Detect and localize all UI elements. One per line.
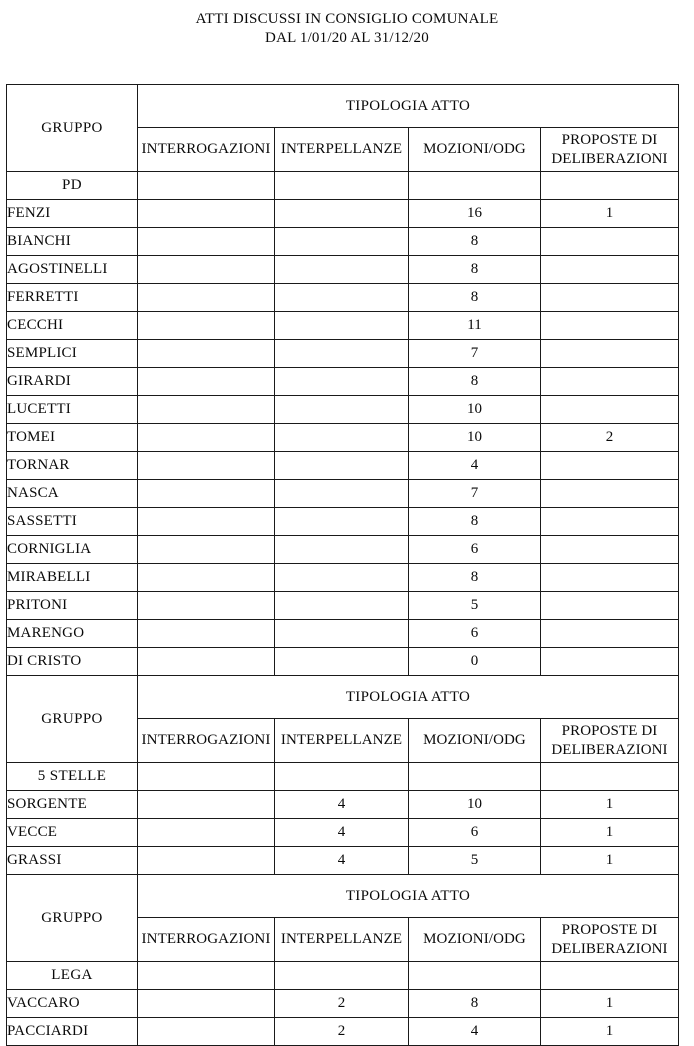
- page-title: [0, 0, 694, 48]
- cell-interpellanze: [275, 200, 409, 228]
- cell-interpellanze: [275, 648, 409, 676]
- table-row: [7, 847, 679, 875]
- cell-interrogazioni: [138, 1018, 275, 1046]
- cell-interpellanze: 4: [275, 791, 409, 819]
- cell-proposte: 1: [541, 200, 679, 228]
- table-row: [7, 228, 679, 256]
- cell-mozioni: 10: [409, 396, 541, 424]
- cell-mozioni: 7: [409, 340, 541, 368]
- member-name: GIRARDI: [7, 368, 138, 396]
- member-name: TORNAR: [7, 452, 138, 480]
- member-name: VACCARO: [7, 990, 138, 1018]
- cell-interrogazioni: [138, 592, 275, 620]
- header-row-tipologia: [7, 676, 679, 719]
- cell-proposte: [541, 620, 679, 648]
- group-cell-mozioni: [409, 962, 541, 990]
- cell-interpellanze: [275, 452, 409, 480]
- cell-proposte: [541, 256, 679, 284]
- group-cell-proposte: [541, 962, 679, 990]
- cell-proposte: [541, 508, 679, 536]
- cell-interpellanze: [275, 592, 409, 620]
- cell-interpellanze: [275, 228, 409, 256]
- table-row: [7, 564, 679, 592]
- table-row: [7, 256, 679, 284]
- table-row: [7, 424, 679, 452]
- cell-interrogazioni: [138, 990, 275, 1018]
- cell-mozioni: 8: [409, 508, 541, 536]
- group-row: [7, 763, 679, 791]
- member-name: GRASSI: [7, 847, 138, 875]
- header-interpellanze: INTERPELLANZE: [275, 128, 409, 172]
- cell-interrogazioni: [138, 340, 275, 368]
- member-name: NASCA: [7, 480, 138, 508]
- cell-interrogazioni: [138, 791, 275, 819]
- group-cell-mozioni: [409, 172, 541, 200]
- header-interpellanze: INTERPELLANZE: [275, 918, 409, 962]
- member-name: VECCE: [7, 819, 138, 847]
- member-name: TOMEI: [7, 424, 138, 452]
- cell-mozioni: 6: [409, 819, 541, 847]
- header-mozioni-odg: MOZIONI/ODG: [409, 128, 541, 172]
- group-row: [7, 962, 679, 990]
- cell-proposte: [541, 648, 679, 676]
- header-interrogazioni: INTERROGAZIONI: [138, 128, 275, 172]
- table-row: [7, 480, 679, 508]
- table-body: [7, 85, 679, 1046]
- table-row: [7, 592, 679, 620]
- cell-mozioni: 4: [409, 452, 541, 480]
- atti-table: [6, 84, 679, 1046]
- group-cell-interrogazioni: [138, 962, 275, 990]
- cell-interpellanze: [275, 312, 409, 340]
- header-mozioni-odg: MOZIONI/ODG: [409, 719, 541, 763]
- cell-mozioni: 6: [409, 620, 541, 648]
- member-name: FENZI: [7, 200, 138, 228]
- cell-proposte: [541, 228, 679, 256]
- header-mozioni-odg: MOZIONI/ODG: [409, 918, 541, 962]
- cell-interrogazioni: [138, 200, 275, 228]
- group-row: [7, 172, 679, 200]
- cell-interpellanze: [275, 424, 409, 452]
- cell-interpellanze: [275, 368, 409, 396]
- cell-interrogazioni: [138, 284, 275, 312]
- header-proposte-deliberazioni: PROPOSTE DI DELIBERAZIONI: [541, 719, 679, 763]
- group-cell-interpellanze: [275, 763, 409, 791]
- cell-proposte: [541, 368, 679, 396]
- cell-interrogazioni: [138, 480, 275, 508]
- table-row: [7, 452, 679, 480]
- cell-proposte: 1: [541, 819, 679, 847]
- group-name: PD: [7, 172, 138, 200]
- cell-interrogazioni: [138, 228, 275, 256]
- group-cell-interpellanze: [275, 172, 409, 200]
- table-row: [7, 396, 679, 424]
- cell-interrogazioni: [138, 368, 275, 396]
- cell-proposte: [541, 536, 679, 564]
- cell-mozioni: 5: [409, 592, 541, 620]
- member-name: FERRETTI: [7, 284, 138, 312]
- cell-mozioni: 8: [409, 284, 541, 312]
- cell-interpellanze: [275, 480, 409, 508]
- header-interrogazioni: INTERROGAZIONI: [138, 918, 275, 962]
- cell-interrogazioni: [138, 256, 275, 284]
- table-row: [7, 340, 679, 368]
- cell-interrogazioni: [138, 648, 275, 676]
- cell-proposte: [541, 592, 679, 620]
- table-row: [7, 368, 679, 396]
- table-row: [7, 648, 679, 676]
- header-proposte-deliberazioni: PROPOSTE DI DELIBERAZIONI: [541, 918, 679, 962]
- cell-interpellanze: [275, 564, 409, 592]
- cell-proposte: 1: [541, 847, 679, 875]
- cell-mozioni: 0: [409, 648, 541, 676]
- member-name: LUCETTI: [7, 396, 138, 424]
- member-name: DI CRISTO: [7, 648, 138, 676]
- title-line-2: DAL 1/01/20 AL 31/12/20: [265, 30, 429, 47]
- cell-interrogazioni: [138, 536, 275, 564]
- cell-proposte: [541, 564, 679, 592]
- header-gruppo: GRUPPO: [7, 676, 138, 763]
- cell-interrogazioni: [138, 847, 275, 875]
- header-row-tipologia: [7, 85, 679, 128]
- cell-interpellanze: [275, 620, 409, 648]
- group-cell-proposte: [541, 172, 679, 200]
- cell-interpellanze: [275, 340, 409, 368]
- header-proposte-deliberazioni: PROPOSTE DI DELIBERAZIONI: [541, 128, 679, 172]
- group-cell-proposte: [541, 763, 679, 791]
- cell-mozioni: 5: [409, 847, 541, 875]
- cell-interpellanze: 4: [275, 819, 409, 847]
- cell-proposte: [541, 284, 679, 312]
- member-name: PRITONI: [7, 592, 138, 620]
- member-name: PACCIARDI: [7, 1018, 138, 1046]
- header-tipologia-atto: TIPOLOGIA ATTO: [138, 875, 679, 918]
- cell-mozioni: 8: [409, 256, 541, 284]
- member-name: AGOSTINELLI: [7, 256, 138, 284]
- group-name: 5 STELLE: [7, 763, 138, 791]
- cell-interrogazioni: [138, 620, 275, 648]
- cell-interrogazioni: [138, 424, 275, 452]
- header-row-tipologia: [7, 875, 679, 918]
- member-name: SASSETTI: [7, 508, 138, 536]
- cell-proposte: [541, 340, 679, 368]
- member-name: MARENGO: [7, 620, 138, 648]
- table-row: [7, 990, 679, 1018]
- table-row: [7, 819, 679, 847]
- cell-mozioni: 16: [409, 200, 541, 228]
- cell-interpellanze: 2: [275, 990, 409, 1018]
- cell-proposte: [541, 396, 679, 424]
- table-row: [7, 620, 679, 648]
- cell-interrogazioni: [138, 508, 275, 536]
- header-interpellanze: INTERPELLANZE: [275, 719, 409, 763]
- header-tipologia-atto: TIPOLOGIA ATTO: [138, 676, 679, 719]
- cell-mozioni: 10: [409, 791, 541, 819]
- cell-mozioni: 8: [409, 368, 541, 396]
- group-name: LEGA: [7, 962, 138, 990]
- cell-interpellanze: 4: [275, 847, 409, 875]
- group-cell-interpellanze: [275, 962, 409, 990]
- cell-proposte: 1: [541, 791, 679, 819]
- atti-table-container: [6, 84, 678, 1046]
- cell-interrogazioni: [138, 396, 275, 424]
- member-name: BIANCHI: [7, 228, 138, 256]
- cell-mozioni: 6: [409, 536, 541, 564]
- table-row: [7, 284, 679, 312]
- header-gruppo: GRUPPO: [7, 85, 138, 172]
- cell-mozioni: 8: [409, 990, 541, 1018]
- group-cell-mozioni: [409, 763, 541, 791]
- table-row: [7, 200, 679, 228]
- cell-mozioni: 4: [409, 1018, 541, 1046]
- cell-mozioni: 8: [409, 564, 541, 592]
- header-tipologia-atto: TIPOLOGIA ATTO: [138, 85, 679, 128]
- cell-interpellanze: [275, 536, 409, 564]
- cell-proposte: [541, 480, 679, 508]
- member-name: CECCHI: [7, 312, 138, 340]
- header-interrogazioni: INTERROGAZIONI: [138, 719, 275, 763]
- cell-interrogazioni: [138, 564, 275, 592]
- cell-proposte: 2: [541, 424, 679, 452]
- table-row: [7, 791, 679, 819]
- table-row: [7, 536, 679, 564]
- cell-interpellanze: [275, 508, 409, 536]
- member-name: CORNIGLIA: [7, 536, 138, 564]
- cell-proposte: 1: [541, 1018, 679, 1046]
- cell-mozioni: 10: [409, 424, 541, 452]
- cell-mozioni: 7: [409, 480, 541, 508]
- member-name: MIRABELLI: [7, 564, 138, 592]
- table-row: [7, 312, 679, 340]
- cell-interrogazioni: [138, 819, 275, 847]
- cell-interpellanze: [275, 256, 409, 284]
- group-cell-interrogazioni: [138, 763, 275, 791]
- cell-interpellanze: [275, 396, 409, 424]
- cell-interpellanze: 2: [275, 1018, 409, 1046]
- cell-interrogazioni: [138, 312, 275, 340]
- cell-interpellanze: [275, 284, 409, 312]
- table-row: [7, 508, 679, 536]
- member-name: SORGENTE: [7, 791, 138, 819]
- cell-mozioni: 11: [409, 312, 541, 340]
- header-gruppo: GRUPPO: [7, 875, 138, 962]
- table-row: [7, 1018, 679, 1046]
- cell-mozioni: 8: [409, 228, 541, 256]
- cell-interrogazioni: [138, 452, 275, 480]
- cell-proposte: 1: [541, 990, 679, 1018]
- title-line-1: ATTI DISCUSSI IN CONSIGLIO COMUNALE: [195, 11, 499, 27]
- group-cell-interrogazioni: [138, 172, 275, 200]
- cell-proposte: [541, 312, 679, 340]
- member-name: SEMPLICI: [7, 340, 138, 368]
- cell-proposte: [541, 452, 679, 480]
